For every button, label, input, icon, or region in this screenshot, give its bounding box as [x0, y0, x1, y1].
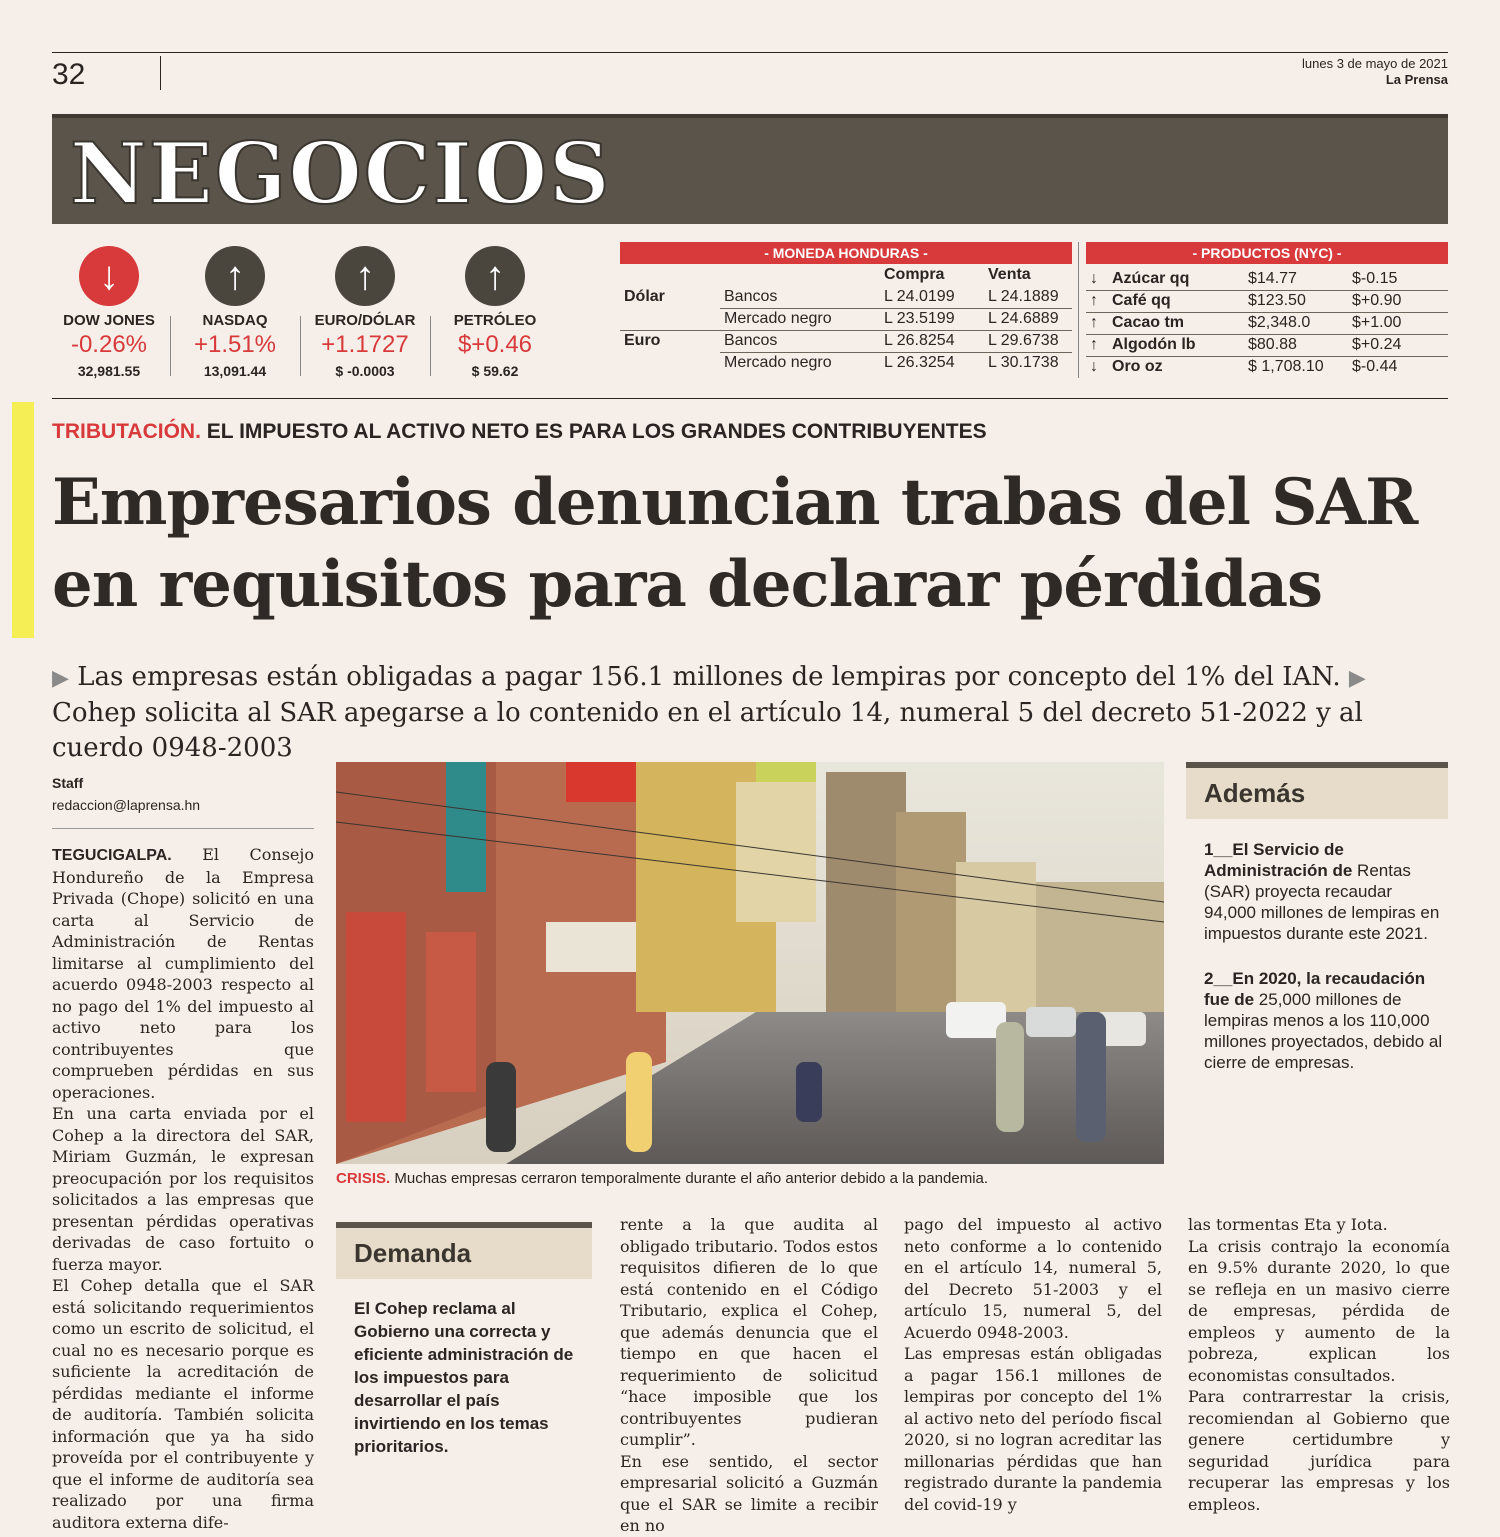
table-row	[1086, 290, 1448, 312]
header-rule	[52, 52, 1448, 53]
sell-value: L 24.6889	[984, 308, 1072, 330]
table-row	[1086, 312, 1448, 334]
byline	[52, 772, 314, 829]
paragraph: las tormentas Eta y Iota.	[1188, 1215, 1388, 1234]
deck-text-2a: Cohep	[52, 698, 137, 728]
table-row	[1086, 334, 1448, 356]
product-change: $-0.44	[1352, 358, 1398, 376]
list-item: 1__El Servicio de Administración de Rentas (SAR) proyecta recaudar 94,000 millones de lempiras en impuestos durante este 2021.	[1204, 840, 1440, 943]
table-row	[620, 352, 1072, 374]
product-price: $80.88	[1244, 334, 1348, 356]
caption-tag: CRISIS.	[336, 1170, 391, 1187]
product-name: Oro oz	[1112, 358, 1163, 376]
product-price: $2,348.0	[1244, 312, 1348, 334]
kicker-tag: TRIBUTACIÓN.	[52, 420, 201, 443]
arrow-up-icon: ↑	[335, 246, 395, 306]
market-name: Bancos	[720, 286, 880, 308]
ademas-box	[1186, 762, 1448, 1097]
table-separator	[1078, 242, 1079, 378]
products-table	[1086, 242, 1448, 378]
arrow-up-icon: ↑	[465, 246, 525, 306]
currency-name	[620, 352, 720, 374]
ademas-title: Además	[1186, 762, 1448, 819]
photo-caption	[336, 1170, 988, 1187]
ticker-euro-dolar	[300, 246, 430, 379]
buy-value: L 26.3254	[884, 354, 955, 372]
list-item: 2__En 2020, la recaudación fue de 25,000 millones de lempiras menos a los 110,000 millones proyectados, debido al cierre de empresas.	[1204, 969, 1443, 1072]
ticker-value: $ 59.62	[471, 363, 519, 379]
currency-table	[620, 242, 1072, 374]
byline-name: Staff	[52, 775, 84, 791]
trend-arrow-icon: ↓	[1086, 268, 1108, 290]
currency-name: Euro	[624, 332, 661, 350]
col-venta: Venta	[988, 266, 1031, 283]
triangle-bullet-icon: ▶	[52, 666, 69, 691]
article-column-3	[620, 1214, 878, 1537]
triangle-bullet-icon: ▶	[1348, 666, 1366, 691]
section-title: NEGOCIOS	[70, 124, 612, 223]
currency-table-title: - MONEDA HONDURAS -	[620, 242, 1072, 264]
product-name: Algodón lb	[1108, 334, 1244, 356]
article-kicker	[52, 420, 987, 444]
deck-text-1: Las empresas están obligadas a pagar 156.1 millones de lempiras por concepto del 1% del IAN.	[77, 662, 1341, 692]
item-text: Rentas (SAR) proyecta recaudar 94,000 millones de lempiras en impuestos durante este 2021.	[1204, 861, 1440, 943]
article-headline	[52, 462, 1452, 626]
article-column-1	[52, 844, 314, 1533]
ticker-name: DOW JONES	[63, 312, 155, 329]
markets-bottom-rule	[52, 398, 1448, 399]
issue-date	[1302, 56, 1448, 88]
paragraph: La crisis contrajo la economía en 9.5% durante 2020, lo que se refleja en un masivo cierre de empresas, pérdida de empleos y aumento de la pobreza, explican los economistas consultados.	[1188, 1236, 1450, 1385]
ticker-dow-jones	[44, 246, 174, 379]
item-bold: En 2020, la recaudación fue de	[1204, 969, 1426, 1009]
publication-name: La Prensa	[1385, 72, 1448, 87]
street-scene-image	[336, 762, 1164, 1164]
paragraph: El Cohep detalla que el SAR está solicitando requerimientos como un escrito de solicitud, el cual no es necesario porque es suficiente la acreditación de pérdidas mediante el informe de auditoría. También solicita información que ya ha sido proveída por el contribuyente y que el informe de auditoría sea realizado por una firma auditora externa dife-	[52, 1276, 314, 1532]
product-change: $+1.00	[1348, 312, 1448, 334]
paragraph: En una carta enviada por el Cohep a la directora del SAR, Miriam Guzmán, le expresan preocupación por los requisitos solicitados a las empresas que presentan pérdidas operativas derivadas de caso fortuito o fuerza mayor.	[52, 1104, 314, 1274]
buy-value: L 23.5199	[880, 308, 984, 330]
sell-value: L 30.1738	[988, 354, 1059, 372]
ticker-value: 32,981.55	[77, 363, 141, 379]
byline-email: redaccion@laprensa.hn	[52, 797, 201, 813]
headline-line-2: en requisitos para declarar pérdidas	[52, 547, 1323, 622]
market-name: Mercado negro	[720, 308, 880, 330]
trend-arrow-icon: ↓	[1090, 358, 1098, 376]
item-number: 2	[1204, 969, 1214, 988]
kicker-text: EL IMPUESTO AL ACTIVO NETO ES PARA LOS GRANDES CONTRIBUYENTES	[206, 420, 987, 443]
dateline: TEGUCIGALPA.	[52, 847, 172, 864]
paragraph: Para contrarrestar la crisis, recomiendan al Gobierno que genere certidumbre y seguridad jurídica para recuperar las empresas y los empleos.	[1188, 1387, 1450, 1514]
table-row	[620, 308, 1072, 330]
section-banner	[52, 114, 1448, 224]
page-number-separator	[160, 56, 161, 90]
table-row	[1086, 356, 1448, 378]
product-name: Cacao tm	[1108, 312, 1244, 334]
product-name: Café qq	[1108, 290, 1244, 312]
caption-text: Muchas empresas cerraron temporalmente durante el año anterior debido a la pandemia.	[394, 1170, 989, 1187]
demanda-box	[336, 1222, 592, 1458]
demanda-title: Demanda	[336, 1222, 592, 1279]
market-name: Mercado negro	[724, 354, 832, 372]
arrow-down-icon: ↓	[79, 246, 139, 306]
buy-value: L 24.0199	[880, 286, 984, 308]
product-change: $-0.15	[1348, 268, 1448, 290]
col-compra: Compra	[884, 266, 945, 283]
item-bold: El Servicio de Administración de	[1204, 840, 1353, 880]
trend-arrow-icon: ↑	[1086, 334, 1108, 356]
ticker-change: -0.26%	[70, 331, 148, 358]
products-table-title: - PRODUCTOS (NYC) -	[1086, 242, 1448, 264]
table-row	[620, 330, 1072, 352]
ticker-change: +1.51%	[193, 331, 277, 358]
ticker-nasdaq	[170, 246, 300, 379]
product-price: $14.77	[1244, 268, 1348, 290]
paragraph: En ese sentido, el sector empresarial solicitó a Guzmán que el SAR se limite a recibir en no	[620, 1451, 878, 1535]
ticker-change: $+0.46	[457, 331, 533, 358]
ticker-value: $ -0.0003	[335, 363, 395, 379]
paragraph: El Consejo Hondureño de la Empresa Privada (Chope) solicitó en una carta al Servicio de Administración de Rentas limitarse al cumplimiento del acuerdo 0948-2003 respecto al no pago del 1% del impuesto al activo neto para los contribuyentes que comprueben pérdidas en sus operaciones.	[52, 845, 314, 1102]
product-name: Azúcar qq	[1108, 268, 1244, 290]
product-price: $ 1,708.10	[1248, 358, 1324, 376]
buy-value: L 26.8254	[880, 330, 984, 352]
headline-line-1: Empresarios denuncian trabas del SAR	[52, 465, 1418, 540]
table-row	[1086, 268, 1448, 290]
article-column-5	[1188, 1214, 1450, 1515]
article-column-4	[904, 1214, 1162, 1515]
street-photo	[336, 762, 1164, 1164]
currency-name: Dólar	[624, 288, 665, 305]
item-text: 25,000 millones de lempiras menos a los 110,000 millones proyectados, debido al cierre de empresas.	[1204, 990, 1443, 1072]
paragraph: Las empresas están obligadas a pagar 156.1 millones de lempiras por concepto del 1% al activo neto del período fiscal 2020, si no logran acreditar las millonarias pérdidas que han registrado durante la pandemia del covid-19 y	[904, 1344, 1162, 1514]
ticker-value: 13,091.44	[203, 363, 267, 379]
highlighter-mark	[12, 402, 34, 638]
sell-value: L 24.1889	[984, 286, 1072, 308]
byline-rule	[52, 828, 314, 829]
page-number: 32	[52, 58, 86, 91]
trend-arrow-icon: ↑	[1086, 290, 1108, 312]
trend-arrow-icon: ↑	[1086, 312, 1108, 334]
product-change: $+0.90	[1348, 290, 1448, 312]
demanda-text: El Cohep reclama al Gobierno una correcta y eficiente administración de los impuestos para desarrollar el país invirtiendo en los temas prioritarios.	[354, 1299, 574, 1456]
item-number: 1	[1204, 840, 1214, 859]
ademas-list	[1186, 819, 1448, 1073]
ticker-petroleo	[430, 246, 560, 379]
product-price: $123.50	[1244, 290, 1348, 312]
market-name: Bancos	[720, 330, 880, 352]
ticker-name: PETRÓLEO	[453, 312, 537, 329]
product-change: $+0.24	[1348, 334, 1448, 356]
table-row	[620, 286, 1072, 308]
article-deck	[52, 660, 1452, 766]
sell-value: L 29.6738	[984, 330, 1072, 352]
arrow-up-icon: ↑	[205, 246, 265, 306]
currency-name	[620, 308, 720, 330]
paragraph: rente a la que audita al obligado tributario. Todos estos requisitos difieren de lo que está contenido en el Código Tributario, explica el Cohep, que además denuncia que el tiempo en que hacen el requerimiento de solicitud “hace imposible que los contribuyentes pudieran cumplir”.	[620, 1215, 878, 1449]
ticker-name: EURO/DÓLAR	[314, 312, 416, 329]
ticker-name: NASDAQ	[202, 312, 268, 329]
date-text: lunes 3 de mayo de 2021	[1302, 56, 1448, 71]
deck-text-2b: solicita al SAR apegarse a lo contenido en el artículo 14, numeral 5 del decreto 51-2022 y al cuerdo 0948-2003	[52, 698, 1363, 763]
paragraph: pago del impuesto al activo neto conforme a lo contenido en el artículo 14, numeral 5, del Decreto 51-2003 y el artículo 15, numeral 5, del Acuerdo 0948-2003.	[904, 1215, 1162, 1342]
ticker-change: +1.1727	[321, 331, 409, 358]
